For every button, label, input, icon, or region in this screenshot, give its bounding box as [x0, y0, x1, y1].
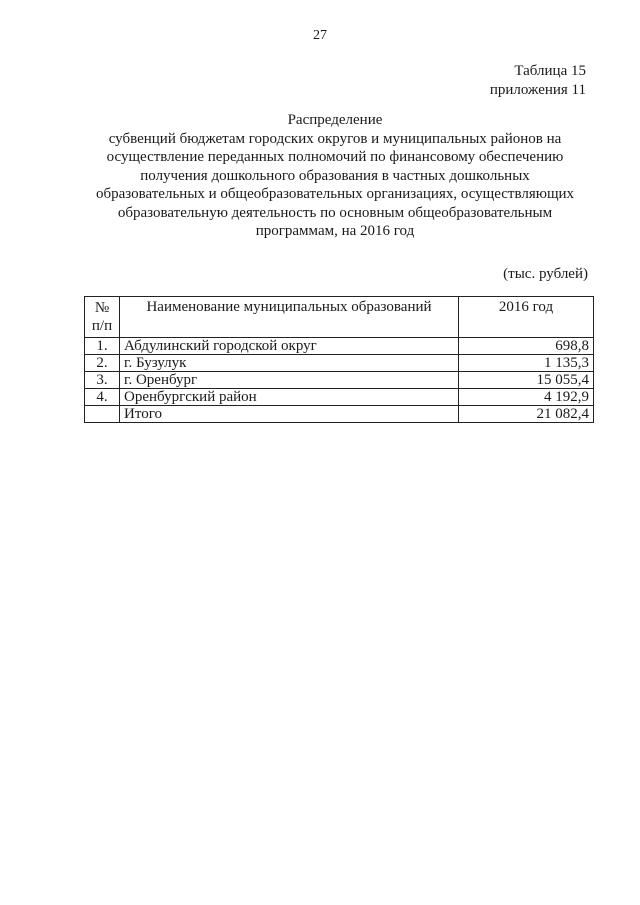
row-amount: 15 055,4	[459, 372, 594, 389]
table-reference-line2: приложения 11	[489, 82, 586, 98]
row-number: 3.	[85, 372, 120, 389]
row-municipality: г. Оренбург	[120, 372, 459, 389]
table-row	[85, 389, 594, 406]
row-municipality: Абдулинский городской округ	[120, 338, 459, 355]
heading-line: получения дошкольного образования в частных дошкольных	[140, 167, 530, 184]
table-row	[85, 338, 594, 355]
table-row	[85, 372, 594, 389]
total-amount: 21 082,4	[459, 406, 594, 423]
row-amount: 1 135,3	[459, 355, 594, 372]
row-municipality: г. Бузулук	[120, 355, 459, 372]
table-row	[85, 355, 594, 372]
header-number: № п/п	[85, 297, 120, 338]
total-number	[85, 406, 120, 423]
row-municipality: Оренбургский район	[120, 389, 459, 406]
heading-title: Распределение	[287, 112, 383, 128]
heading-line: образовательную деятельность по основным общеобразовательным	[117, 204, 553, 221]
heading-line: образовательных и общеобразовательных организациях, осуществляющих	[95, 186, 575, 202]
heading-line: осуществление переданных полномочий по финансовому обеспечению	[106, 149, 564, 165]
table-total-row	[85, 406, 594, 423]
header-year: 2016 год	[459, 297, 594, 338]
row-number: 2.	[85, 355, 120, 372]
row-number: 4.	[85, 389, 120, 406]
allocation-table	[84, 296, 594, 423]
table-reference-line1: Таблица 15	[514, 63, 586, 79]
total-label: Итого	[120, 406, 459, 423]
row-amount: 698,8	[459, 338, 594, 355]
row-amount: 4 192,9	[459, 389, 594, 406]
units-label: (тыс. рублей)	[503, 266, 588, 282]
header-municipality: Наименование муниципальных образований	[120, 297, 459, 338]
table-reference	[490, 62, 586, 100]
document-heading	[70, 111, 600, 241]
heading-line: программам, на 2016 год	[255, 223, 415, 239]
table-header-row	[85, 297, 594, 338]
page-number: 27	[313, 28, 327, 43]
heading-line: субвенций бюджетам городских округов и муниципальных районов на	[108, 130, 562, 147]
row-number: 1.	[85, 338, 120, 355]
